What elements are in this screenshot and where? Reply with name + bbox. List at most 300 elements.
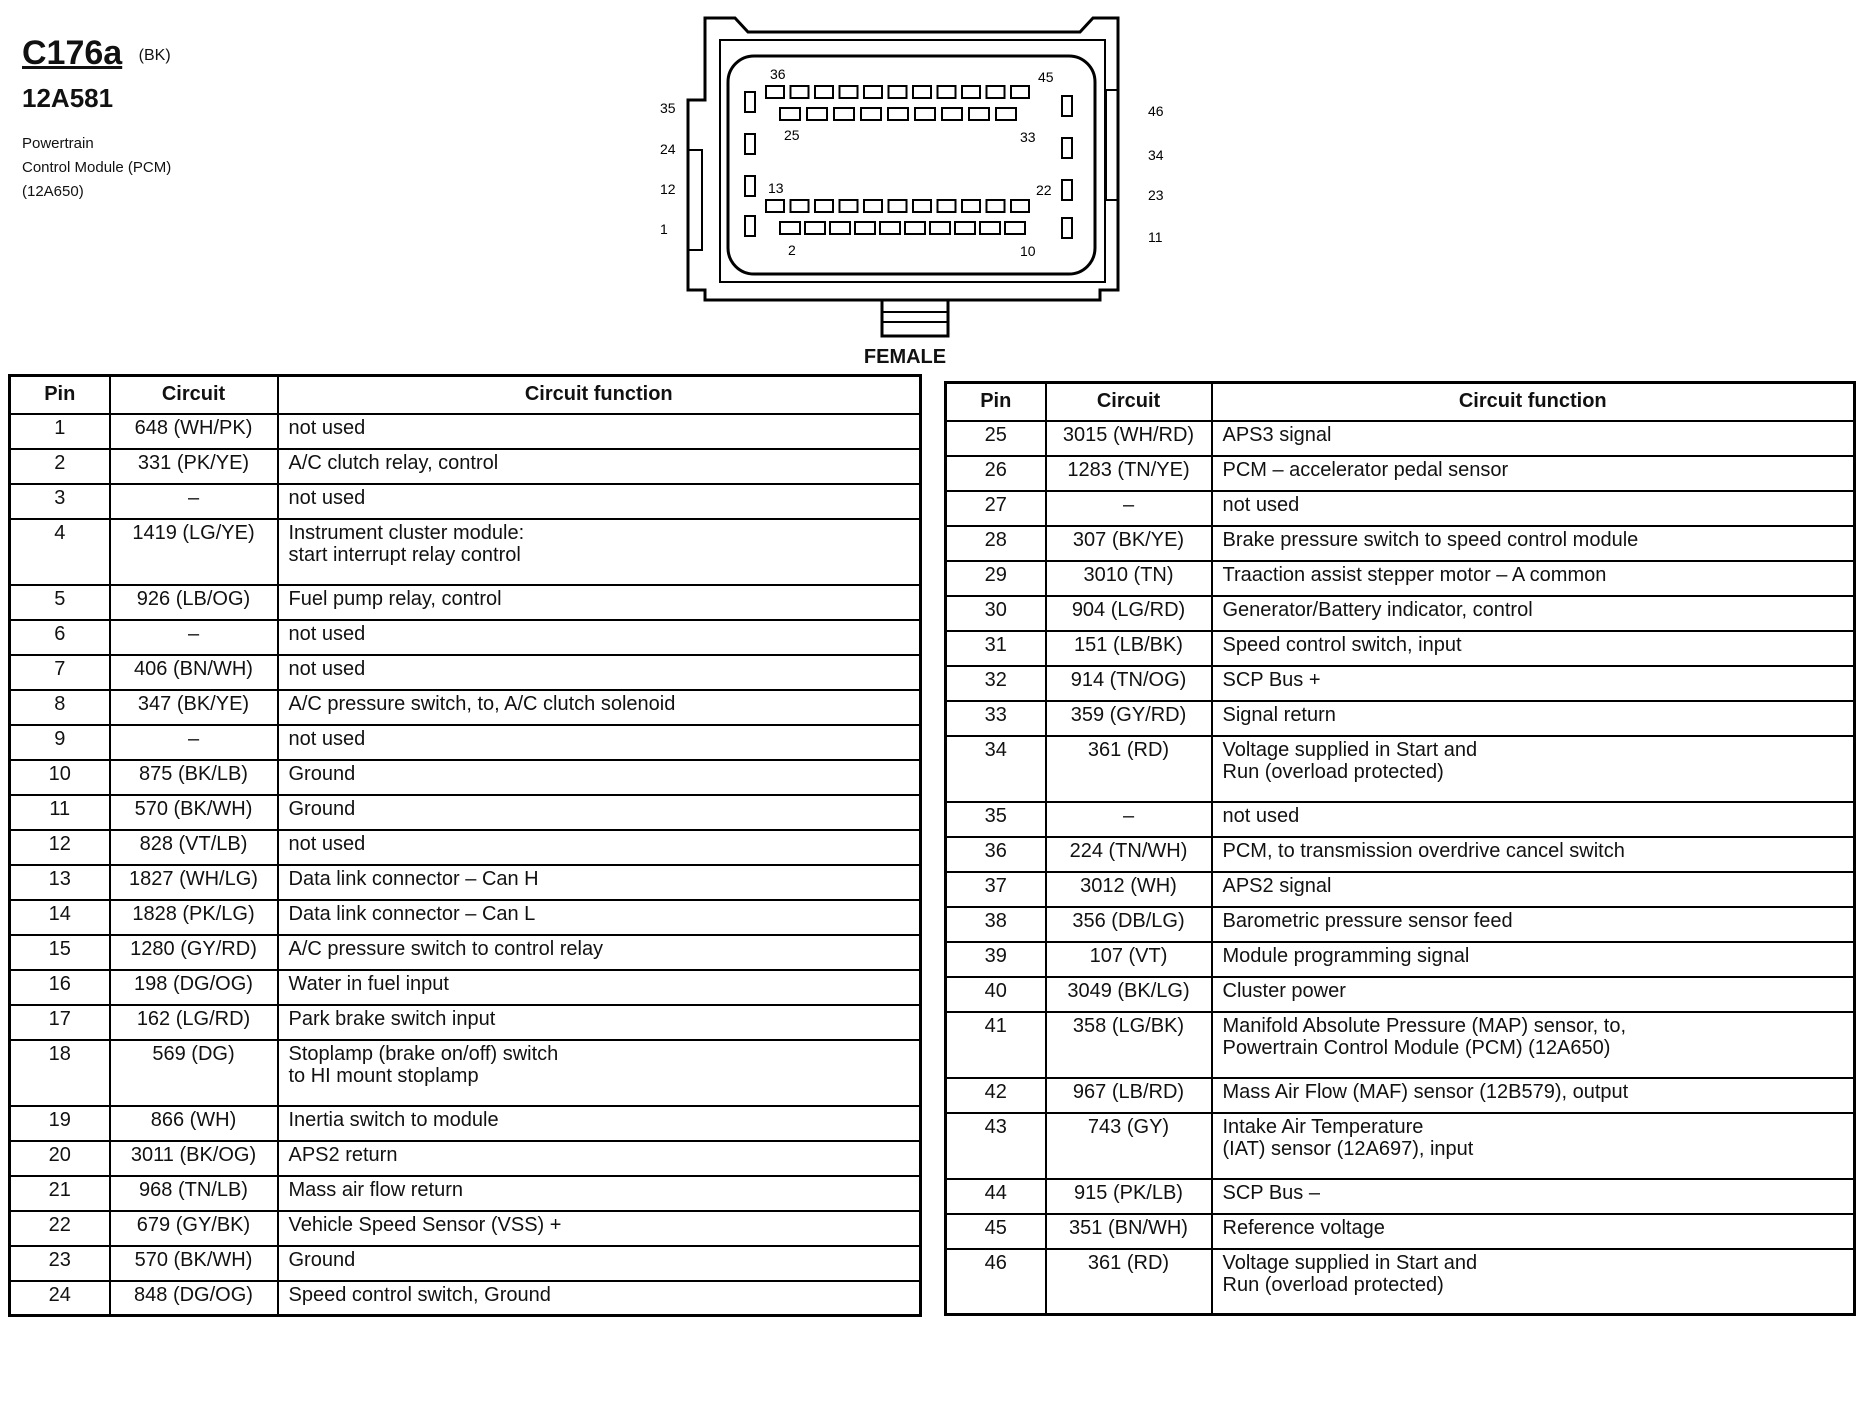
pin-number: 18 [10, 1040, 110, 1106]
pin-terminal [840, 200, 858, 212]
pin-terminal [830, 222, 850, 234]
pin-terminal [987, 86, 1005, 98]
circuit-function [1212, 1214, 1855, 1249]
table-row [946, 701, 1855, 736]
table-row [10, 585, 921, 620]
pin-number: 20 [10, 1141, 110, 1176]
circuit-function [278, 760, 921, 795]
function-line: APS2 signal [1222, 874, 1332, 897]
function-line: Intake Air Temperature [1222, 1115, 1424, 1138]
function-line: Brake pressure switch to speed control module [1222, 528, 1639, 551]
table-row [10, 795, 921, 830]
table-row [10, 725, 921, 760]
function-line: Manifold Absolute Pressure (MAP) sensor, to, [1222, 1014, 1627, 1037]
circuit-id: 3010 (TN) [1046, 561, 1212, 596]
circuit-id: 347 (BK/YE) [110, 690, 278, 725]
part-number: 12A581 [22, 83, 114, 113]
pin-number: 26 [946, 456, 1046, 491]
table-row [946, 421, 1855, 456]
pin-terminal [766, 200, 784, 212]
pin-terminal [1005, 222, 1025, 234]
circuit-function [278, 690, 921, 725]
pin-terminal [987, 200, 1005, 212]
circuit-id: 406 (BN/WH) [110, 655, 278, 690]
pin-number: 4 [10, 519, 110, 585]
circuit-function [1212, 1012, 1855, 1078]
pin-label: 23 [1148, 187, 1164, 203]
pin-terminal [815, 86, 833, 98]
pin-number: 1 [10, 414, 110, 449]
pin-number: 28 [946, 526, 1046, 561]
pin-number: 39 [946, 942, 1046, 977]
pin-label: 46 [1148, 103, 1164, 119]
function-line: not used [288, 416, 366, 439]
circuit-id: 914 (TN/OG) [1046, 666, 1212, 701]
circuit-id: 648 (WH/PK) [110, 414, 278, 449]
circuit-function [1212, 1249, 1855, 1315]
circuit-id: 1419 (LG/YE) [110, 519, 278, 585]
pin-number: 36 [946, 837, 1046, 872]
circuit-function [1212, 491, 1855, 526]
function-line: PCM, to transmission overdrive cancel switch [1222, 839, 1625, 862]
circuit-id: 331 (PK/YE) [110, 449, 278, 484]
pin-label: 24 [660, 141, 676, 157]
pin-label: 33 [1020, 129, 1036, 145]
pin-terminal [938, 200, 956, 212]
column-header-circuit: Circuit [1046, 383, 1212, 421]
side-rib-right [1106, 90, 1118, 200]
pin-terminal [969, 108, 989, 120]
table-row [10, 1281, 921, 1316]
table-row [946, 666, 1855, 701]
connector-color: (BK) [138, 47, 171, 64]
circuit-function [1212, 907, 1855, 942]
pin-terminal [864, 86, 882, 98]
function-line: Signal return [1222, 703, 1336, 726]
pin-label: 25 [784, 127, 800, 143]
pin-label: 11 [1148, 229, 1163, 245]
pin-terminal [745, 176, 755, 196]
function-line: APS2 return [288, 1143, 398, 1166]
pin-number: 17 [10, 1005, 110, 1040]
circuit-function [1212, 526, 1855, 561]
pin-number: 14 [10, 900, 110, 935]
connector-latch [882, 300, 948, 336]
circuit-id: 361 (RD) [1046, 1249, 1212, 1315]
pin-terminal [962, 200, 980, 212]
circuit-function [278, 449, 921, 484]
function-line: Voltage supplied in Start and [1222, 738, 1478, 761]
pin-number: 24 [10, 1281, 110, 1316]
column-header-function: Circuit function [1212, 383, 1855, 421]
pin-terminal [780, 108, 800, 120]
function-line: not used [288, 832, 366, 855]
pin-terminal [815, 200, 833, 212]
table-row [10, 1040, 921, 1106]
pin-terminal [996, 108, 1016, 120]
circuit-function [278, 519, 921, 585]
function-line: to HI mount stoplamp [288, 1064, 479, 1087]
circuit-function [278, 484, 921, 519]
circuit-id: 3015 (WH/RD) [1046, 421, 1212, 456]
pin-number: 13 [10, 865, 110, 900]
function-line: Mass air flow return [288, 1178, 463, 1201]
function-line: Barometric pressure sensor feed [1222, 909, 1513, 932]
description-line: Powertrain [22, 135, 94, 152]
function-line: not used [1222, 493, 1300, 516]
circuit-function [1212, 1078, 1855, 1113]
function-line: Mass Air Flow (MAF) sensor (12B579), output [1222, 1080, 1629, 1103]
table-row [946, 561, 1855, 596]
pin-terminal [1062, 96, 1072, 116]
circuit-id: 848 (DG/OG) [110, 1281, 278, 1316]
pin-number: 42 [946, 1078, 1046, 1113]
pin-terminal [1062, 180, 1072, 200]
table-row [10, 1005, 921, 1040]
pin-terminal [791, 86, 809, 98]
circuit-id: 198 (DG/OG) [110, 970, 278, 1005]
column-header-circuit: Circuit [110, 376, 278, 414]
table-row [10, 1141, 921, 1176]
function-line: not used [288, 727, 366, 750]
pin-number: 31 [946, 631, 1046, 666]
table-row [10, 830, 921, 865]
function-line: not used [288, 657, 366, 680]
pin-terminal [745, 134, 755, 154]
pin-terminal [805, 222, 825, 234]
circuit-id: 361 (RD) [1046, 736, 1212, 802]
gender-label: FEMALE [863, 346, 947, 368]
pin-terminal [880, 222, 900, 234]
connector-outer-shell [688, 18, 1118, 300]
function-line: (IAT) sensor (12A697), input [1222, 1137, 1474, 1160]
circuit-function [1212, 837, 1855, 872]
circuit-function [1212, 942, 1855, 977]
circuit-function [278, 795, 921, 830]
table-row [946, 1012, 1855, 1078]
pin-terminal [905, 222, 925, 234]
circuit-id: 3011 (BK/OG) [110, 1141, 278, 1176]
pin-terminal [955, 222, 975, 234]
table-row [10, 449, 921, 484]
circuit-function [278, 620, 921, 655]
table-row [946, 631, 1855, 666]
circuit-id: 359 (GY/RD) [1046, 701, 1212, 736]
function-line: Stoplamp (brake on/off) switch [288, 1042, 559, 1065]
circuit-function [278, 414, 921, 449]
pin-number: 27 [946, 491, 1046, 526]
circuit-id: 915 (PK/LB) [1046, 1179, 1212, 1214]
pin-number: 45 [946, 1214, 1046, 1249]
circuit-id: 1828 (PK/LG) [110, 900, 278, 935]
function-line: Vehicle Speed Sensor (VSS) + [288, 1213, 562, 1236]
pin-terminal [855, 222, 875, 234]
pin-number: 6 [10, 620, 110, 655]
table-row [10, 1211, 921, 1246]
pin-number: 38 [946, 907, 1046, 942]
table-row [946, 942, 1855, 977]
pin-terminal [930, 222, 950, 234]
circuit-function [1212, 701, 1855, 736]
function-line: Data link connector – Can L [288, 902, 536, 925]
function-line: Powertrain Control Module (PCM) (12A650) [1222, 1036, 1611, 1059]
pin-table-left [8, 374, 922, 1317]
pin-number: 7 [10, 655, 110, 690]
circuit-id: 569 (DG) [110, 1040, 278, 1106]
circuit-function [278, 1211, 921, 1246]
table-row [946, 837, 1855, 872]
pin-terminal [745, 216, 755, 236]
pin-number: 2 [10, 449, 110, 484]
circuit-function [278, 1040, 921, 1106]
function-line: Run (overload protected) [1222, 760, 1444, 783]
table-row [10, 1106, 921, 1141]
column-header-function: Circuit function [278, 376, 921, 414]
circuit-id: 356 (DB/LG) [1046, 907, 1212, 942]
pin-label: 35 [660, 100, 676, 116]
table-row [10, 690, 921, 725]
function-line: Generator/Battery indicator, control [1222, 598, 1533, 621]
pin-terminal [888, 108, 908, 120]
pin-number: 34 [946, 736, 1046, 802]
function-line: PCM – accelerator pedal sensor [1222, 458, 1509, 481]
pin-terminal [942, 108, 962, 120]
pin-terminal [980, 222, 1000, 234]
pin-label: 22 [1036, 182, 1052, 198]
table-row [946, 1179, 1855, 1214]
circuit-id: – [110, 620, 278, 655]
circuit-function [278, 1281, 921, 1316]
pin-number: 33 [946, 701, 1046, 736]
function-line: Fuel pump relay, control [288, 587, 502, 610]
circuit-id: 967 (LB/RD) [1046, 1078, 1212, 1113]
function-line: Cluster power [1222, 979, 1346, 1002]
pin-number: 25 [946, 421, 1046, 456]
function-line: Voltage supplied in Start and [1222, 1251, 1478, 1274]
circuit-id: 866 (WH) [110, 1106, 278, 1141]
pin-label: 13 [768, 180, 784, 196]
pin-number: 32 [946, 666, 1046, 701]
table-row [10, 1246, 921, 1281]
pin-number: 15 [10, 935, 110, 970]
pin-number: 43 [946, 1113, 1046, 1179]
function-line: Speed control switch, input [1222, 633, 1462, 656]
circuit-id: 743 (GY) [1046, 1113, 1212, 1179]
pin-terminal [915, 108, 935, 120]
circuit-function [1212, 1113, 1855, 1179]
pin-terminal [938, 86, 956, 98]
circuit-id: 828 (VT/LB) [110, 830, 278, 865]
function-line: Module programming signal [1222, 944, 1470, 967]
pin-number: 30 [946, 596, 1046, 631]
circuit-id: 162 (LG/RD) [110, 1005, 278, 1040]
table-row [946, 491, 1855, 526]
function-line: SCP Bus – [1222, 1181, 1320, 1204]
function-line: A/C clutch relay, control [288, 451, 499, 474]
connector-id: C176a [22, 34, 123, 72]
table-row [10, 1176, 921, 1211]
circuit-id: 351 (BN/WH) [1046, 1214, 1212, 1249]
pin-number: 12 [10, 830, 110, 865]
table-row [10, 900, 921, 935]
pin-number: 29 [946, 561, 1046, 596]
circuit-id: 1283 (TN/YE) [1046, 456, 1212, 491]
table-row [946, 977, 1855, 1012]
circuit-id: 570 (BK/WH) [110, 795, 278, 830]
pin-label: 12 [660, 181, 676, 197]
pin-number: 35 [946, 802, 1046, 837]
circuit-function [278, 830, 921, 865]
table-row [10, 970, 921, 1005]
pin-terminal [834, 108, 854, 120]
table-row [946, 596, 1855, 631]
pin-label: 36 [770, 66, 786, 82]
table-row [946, 1214, 1855, 1249]
function-line: Ground [288, 1248, 356, 1271]
table-row [946, 1249, 1855, 1315]
table-row [10, 519, 921, 585]
pin-terminal [913, 200, 931, 212]
circuit-function [278, 900, 921, 935]
circuit-function [1212, 977, 1855, 1012]
circuit-function [1212, 421, 1855, 456]
pin-number: 19 [10, 1106, 110, 1141]
pin-terminal [889, 86, 907, 98]
circuit-function [1212, 1179, 1855, 1214]
table-row [10, 484, 921, 519]
pin-number: 5 [10, 585, 110, 620]
circuit-function [1212, 596, 1855, 631]
pin-number: 46 [946, 1249, 1046, 1315]
connector-face-diagram [0, 0, 1860, 380]
pin-terminal [745, 92, 755, 112]
pin-label: 2 [788, 242, 796, 258]
circuit-function [278, 1005, 921, 1040]
circuit-function [1212, 736, 1855, 802]
pin-label: 45 [1038, 69, 1054, 85]
table-row [946, 1078, 1855, 1113]
circuit-function [278, 725, 921, 760]
circuit-id: 904 (LG/RD) [1046, 596, 1212, 631]
pin-number: 37 [946, 872, 1046, 907]
pin-terminal [766, 86, 784, 98]
pin-number: 23 [10, 1246, 110, 1281]
pin-label: 1 [660, 221, 668, 237]
circuit-id: – [1046, 491, 1212, 526]
pin-number: 44 [946, 1179, 1046, 1214]
function-line: Traaction assist stepper motor – A common [1222, 563, 1607, 586]
function-line: Inertia switch to module [288, 1108, 499, 1131]
pin-number: 40 [946, 977, 1046, 1012]
function-line: Speed control switch, Ground [288, 1283, 551, 1306]
table-row [10, 655, 921, 690]
pin-terminal [962, 86, 980, 98]
pin-terminal [864, 200, 882, 212]
table-row [10, 414, 921, 449]
circuit-id: 926 (LB/OG) [110, 585, 278, 620]
circuit-id: 968 (TN/LB) [110, 1176, 278, 1211]
circuit-id: 3012 (WH) [1046, 872, 1212, 907]
table-row [10, 865, 921, 900]
function-line: APS3 signal [1222, 423, 1332, 446]
circuit-id: 679 (GY/BK) [110, 1211, 278, 1246]
circuit-id: 307 (BK/YE) [1046, 526, 1212, 561]
pin-number: 21 [10, 1176, 110, 1211]
pin-terminal [1011, 86, 1029, 98]
function-line: not used [288, 622, 366, 645]
circuit-function [278, 970, 921, 1005]
circuit-function [278, 1246, 921, 1281]
pin-terminal [913, 86, 931, 98]
pin-table-right [944, 381, 1856, 1316]
description-line: (12A650) [22, 183, 84, 200]
function-line: A/C pressure switch, to, A/C clutch solenoid [288, 692, 676, 715]
circuit-function [278, 935, 921, 970]
pin-label: 10 [1020, 243, 1036, 259]
table-row [946, 526, 1855, 561]
function-line: A/C pressure switch to control relay [288, 937, 604, 960]
pin-terminal [1062, 138, 1072, 158]
circuit-id: 1280 (GY/RD) [110, 935, 278, 970]
table-row [946, 456, 1855, 491]
table-row [10, 620, 921, 655]
function-line: Reference voltage [1222, 1216, 1385, 1239]
circuit-id: 358 (LG/BK) [1046, 1012, 1212, 1078]
function-line: not used [1222, 804, 1300, 827]
function-line: SCP Bus + [1222, 668, 1321, 691]
circuit-function [278, 1141, 921, 1176]
pin-terminal [1062, 218, 1072, 238]
pin-terminal [1011, 200, 1029, 212]
pin-number: 11 [10, 795, 110, 830]
pin-terminal [861, 108, 881, 120]
circuit-function [278, 1106, 921, 1141]
function-line: Ground [288, 797, 356, 820]
pin-terminal [791, 200, 809, 212]
circuit-id: – [1046, 802, 1212, 837]
pin-number: 3 [10, 484, 110, 519]
function-line: Run (overload protected) [1222, 1273, 1444, 1296]
circuit-id: 224 (TN/WH) [1046, 837, 1212, 872]
circuit-id: 3049 (BK/LG) [1046, 977, 1212, 1012]
circuit-function [278, 1176, 921, 1211]
description-line: Control Module (PCM) [22, 159, 172, 176]
table-row [946, 907, 1855, 942]
function-line: not used [288, 486, 366, 509]
function-line: Ground [288, 762, 356, 785]
table-row [10, 760, 921, 795]
column-header-pin: Pin [946, 383, 1046, 421]
circuit-function [1212, 631, 1855, 666]
circuit-function [278, 655, 921, 690]
function-line: Data link connector – Can H [288, 867, 539, 890]
function-line: Water in fuel input [288, 972, 449, 995]
function-line: Instrument cluster module: [288, 521, 525, 544]
table-row [10, 935, 921, 970]
circuit-function [278, 585, 921, 620]
pin-number: 10 [10, 760, 110, 795]
circuit-function [1212, 872, 1855, 907]
pin-number: 9 [10, 725, 110, 760]
circuit-function [1212, 666, 1855, 701]
pin-number: 41 [946, 1012, 1046, 1078]
column-header-pin: Pin [10, 376, 110, 414]
circuit-id: 107 (VT) [1046, 942, 1212, 977]
table-row [946, 736, 1855, 802]
side-rib-left [688, 150, 702, 250]
circuit-id: 570 (BK/WH) [110, 1246, 278, 1281]
table-row [946, 802, 1855, 837]
